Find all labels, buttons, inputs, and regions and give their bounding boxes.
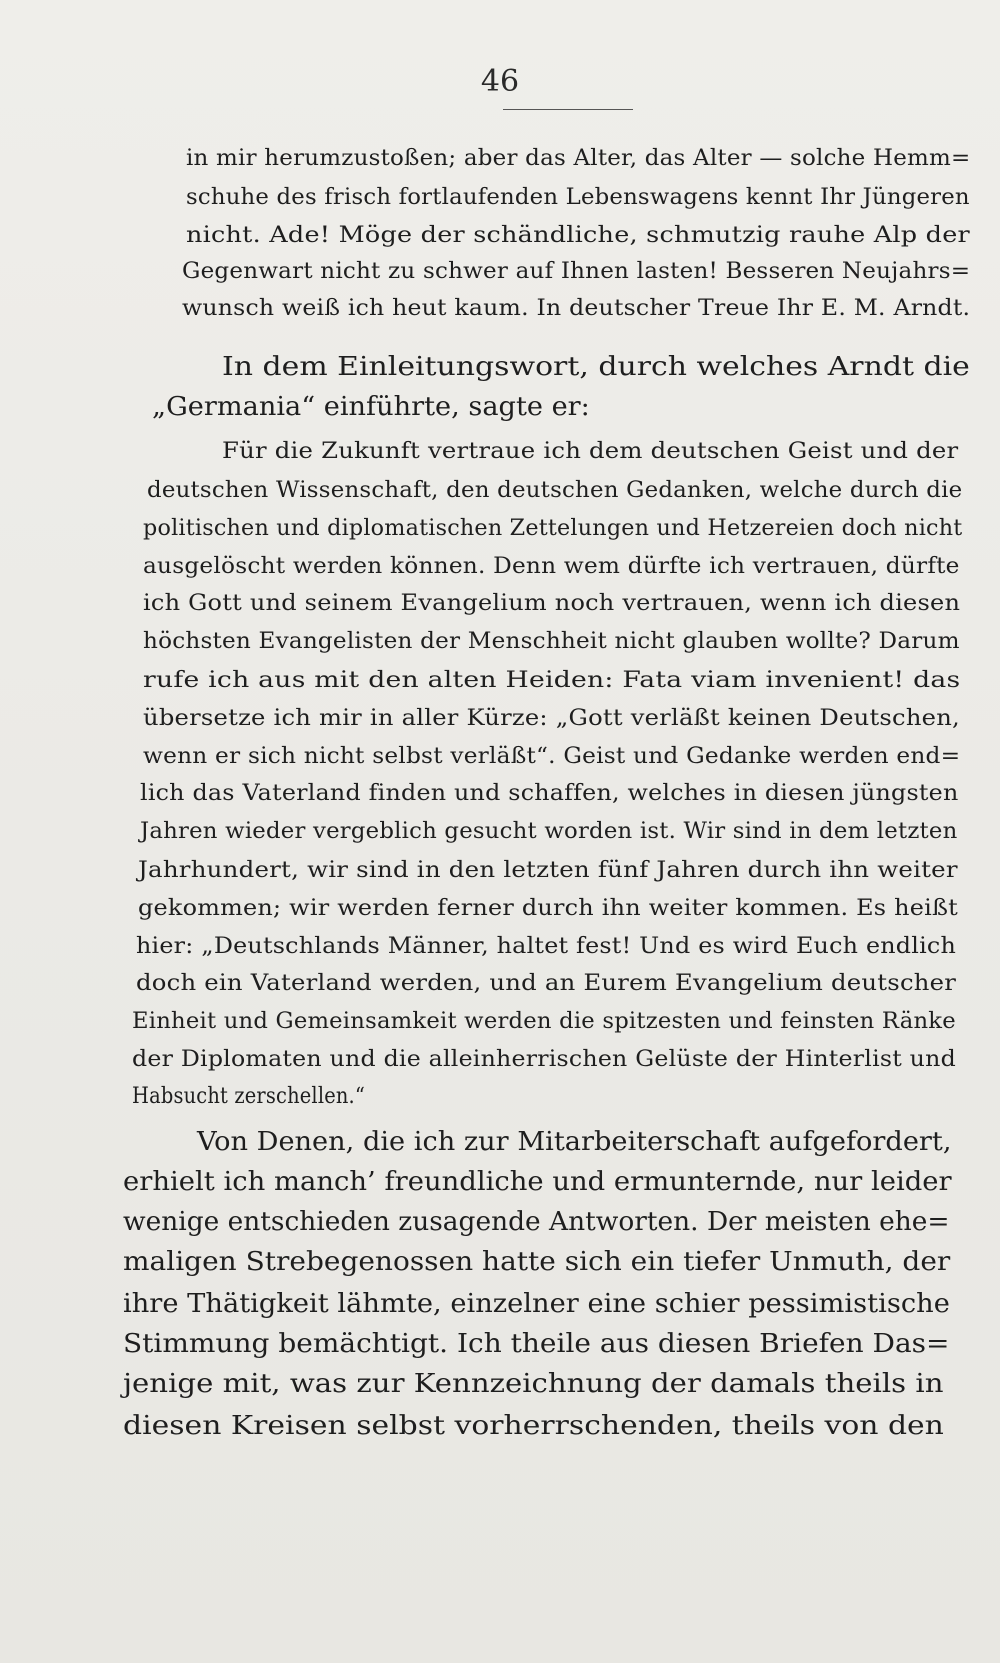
quote-line: hier: „Deutschlands Männer, haltet fest! Und es wird Euch endlich xyxy=(136,934,957,959)
quote-line: Jahren wieder vergeblich gesucht worden ist. Wir sind in dem letzten xyxy=(140,819,958,844)
letter-end-line: in mir herumzustoßen; aber das Alter, das Alter — solche Hemm= xyxy=(186,146,971,171)
letter-end-line: schuhe des frisch fortlaufenden Lebenswagens kennt Ihr Jüngeren xyxy=(186,185,970,210)
quote-line: höchsten Evangelisten der Menschheit nicht glauben wollte? Darum xyxy=(143,629,960,654)
closing-line: Stimmung bemächtigt. Ich theile aus diesen Briefen Das= xyxy=(123,1329,950,1359)
letter-end-line: wunsch weiß ich heut kaum. In deutscher Treue Ihr E. M. Arndt. xyxy=(182,296,971,321)
closing-line: erhielt ich manch’ freundliche und ermunternde, nur leider xyxy=(123,1167,952,1197)
quote-line: der Diplomaten und die alleinherrischen Gelüste der Hinterlist und xyxy=(132,1047,956,1072)
quote-line: Habsucht zerschellen.“ xyxy=(132,1084,366,1109)
letter-end-line: nicht. Ade! Möge der schändliche, schmutzig rauhe Alp der xyxy=(186,223,970,248)
quote-line: politischen und diplomatischen Zettelungen und Hetzereien doch nicht xyxy=(143,516,963,541)
closing-line: wenige entschieden zusagende Antworten. Der meisten ehe= xyxy=(123,1207,950,1237)
quote-line: Für die Zukunft vertraue ich dem deutschen Geist und der xyxy=(222,439,959,464)
quote-line: Jahrhundert, wir sind in den letzten fünf Jahren durch ihn weiter xyxy=(138,858,958,883)
quote-line: wenn er sich nicht selbst verläßt“. Geist und Gedanke werden end= xyxy=(143,744,961,769)
header-rule xyxy=(503,109,633,110)
quote-line: Einheit und Gemeinsamkeit werden die spitzesten und feinsten Ränke xyxy=(132,1009,956,1034)
quote-line: doch ein Vaterland werden, und an Eurem Evangelium deutscher xyxy=(136,971,957,996)
quote-line: ausgelöscht werden können. Denn wem dürfte ich vertrauen, dürfte xyxy=(143,554,960,579)
intro-line: In dem Einleitungswort, durch welches Arndt die xyxy=(222,352,970,382)
quote-line: ich Gott und seinem Evangelium noch vertrauen, wenn ich diesen xyxy=(143,591,961,616)
quote-line: lich das Vaterland finden und schaffen, welches in diesen jüngsten xyxy=(140,781,959,806)
quote-line: gekommen; wir werden ferner durch ihn weiter kommen. Es heißt xyxy=(138,896,959,921)
page-number: 46 xyxy=(480,64,520,99)
intro-line: „Germania“ einführte, sagte er: xyxy=(152,392,590,422)
quote-line: übersetze ich mir in aller Kürze: „Gott verläßt keinen Deutschen, xyxy=(143,706,960,731)
letter-end-line: Gegenwart nicht zu schwer auf Ihnen lasten! Besseren Neujahrs= xyxy=(182,259,971,284)
closing-line: Von Denen, die ich zur Mitarbeiterschaft aufgefordert, xyxy=(197,1127,952,1157)
quote-line: rufe ich aus mit den alten Heiden: Fata viam invenient! das xyxy=(143,668,961,693)
closing-line: jenige mit, was zur Kennzeichnung der damals theils in xyxy=(123,1369,944,1399)
quote-line: deutschen Wissenschaft, den deutschen Gedanken, welche durch die xyxy=(147,478,963,503)
closing-line: ihre Thätigkeit lähmte, einzelner eine schier pessimistische xyxy=(123,1289,950,1319)
closing-line: maligen Strebegenossen hatte sich ein tiefer Unmuth, der xyxy=(123,1247,951,1277)
closing-line: diesen Kreisen selbst vorherrschenden, theils von den xyxy=(123,1411,944,1441)
